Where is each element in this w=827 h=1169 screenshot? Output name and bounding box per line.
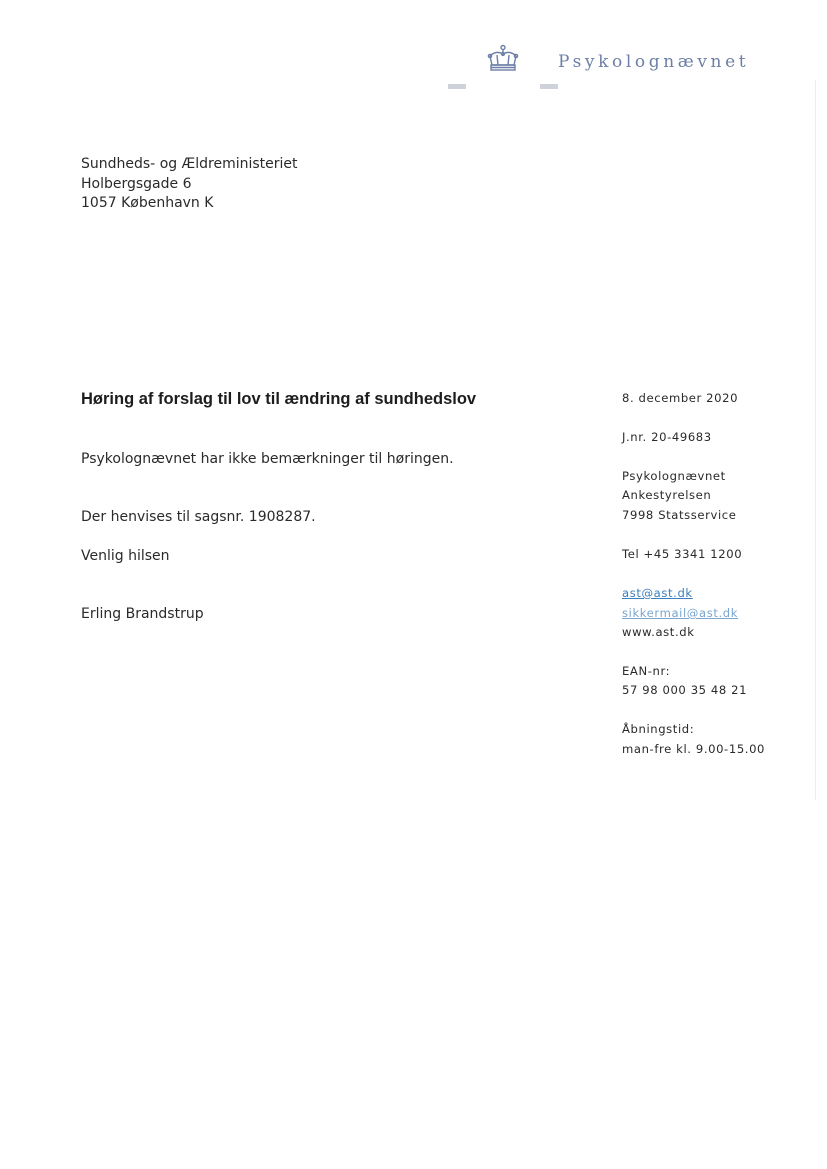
recipient-address (81, 155, 298, 214)
opening-hours-label: Åbningstid: (622, 722, 695, 736)
sender-organisation: Ankestyrelsen (622, 488, 712, 502)
crown-icon (486, 44, 520, 74)
body-paragraph: Der henvises til sagsnr. 1908287. (81, 509, 316, 525)
closing-greeting: Venlig hilsen (81, 548, 170, 564)
signature-name: Erling Brandstrup (81, 606, 204, 622)
phone-number: Tel +45 3341 1200 (622, 547, 743, 561)
letter-subject: Høring af forslag til lov til ændring af sundhedslov (81, 390, 477, 408)
sender-city: 7998 Statsservice (622, 508, 737, 522)
scan-artifact (540, 84, 558, 89)
brand-name: Psykolognævnet (558, 52, 750, 72)
recipient-line: Sundheds- og Ældreministeriet (81, 156, 298, 172)
journal-number: J.nr. 20-49683 (622, 430, 712, 444)
website-link[interactable]: www.ast.dk (622, 625, 695, 639)
scan-artifact (448, 84, 466, 89)
letter-date: 8. december 2020 (622, 391, 739, 405)
ean-value: 57 98 000 35 48 21 (622, 683, 748, 697)
opening-hours-value: man-fre kl. 9.00-15.00 (622, 742, 766, 756)
page-edge (815, 80, 816, 800)
sender-name: Psykolognævnet (622, 469, 726, 483)
recipient-line: Holbergsgade 6 (81, 175, 192, 192)
ean-label: EAN-nr: (622, 664, 671, 678)
email-link[interactable]: ast@ast.dk (622, 586, 693, 600)
recipient-line: 1057 København K (81, 195, 214, 212)
body-paragraph: Psykolognævnet har ikke bemærkninger til høringen. (81, 451, 454, 467)
secure-email-link[interactable]: sikkermail@ast.dk (622, 606, 739, 620)
